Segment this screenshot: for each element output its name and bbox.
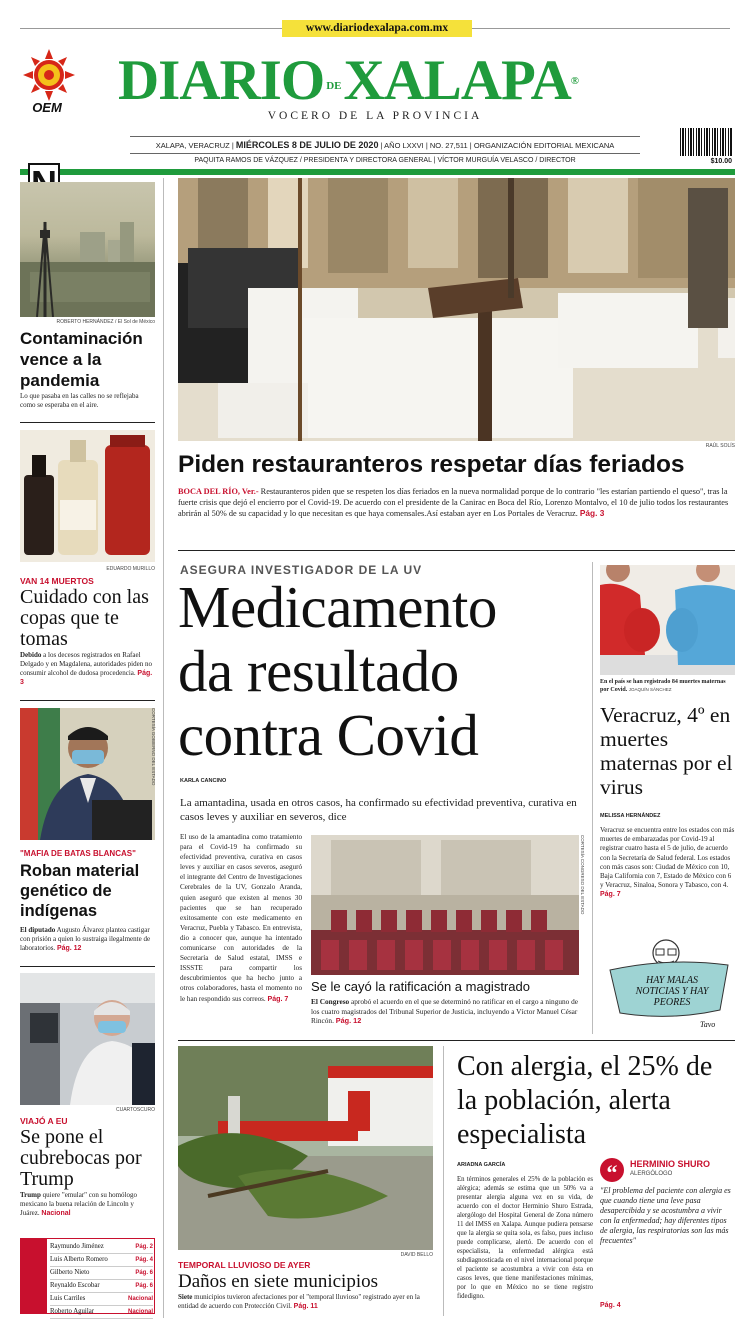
masthead-de: DE <box>326 79 342 92</box>
story3-body-lead: El diputado <box>20 926 56 934</box>
allergy-headline[interactable]: Con alergia, el 25% de la población, alerta especialista <box>457 1051 713 1150</box>
lead-headline[interactable]: Piden restauranteros respetar días feriados <box>178 451 685 478</box>
main-headline[interactable] <box>178 575 588 767</box>
index-columnist-name: Luis Alberto Romero <box>50 1256 108 1263</box>
editorial-cartoon <box>600 935 735 1035</box>
story2-body-text: a los decesos registrados en Rafael Delgado y en Magdalena, autoridades piden no consumir alcohol de dudosa procedencia. <box>20 651 152 677</box>
index-row[interactable] <box>50 1241 153 1254</box>
masthead-slogan: VOCERO DE LA PROVINCIA <box>267 110 483 122</box>
date-bar: XALAPA, VERACRUZ | MIÉRCOLES 8 DE JULIO DE 2020 | AÑO LXXVI | NO. 27,511 | ORGANIZACIÓN EDITORIAL MEXICANA <box>155 140 615 150</box>
quote-role: ALERGÓLOGO <box>630 1171 673 1177</box>
maternal-body <box>600 826 735 900</box>
masthead-xalapa: XALAPA <box>343 49 571 112</box>
maternal-caption-text: En el país se han registrado 84 muertes maternas por Covid. <box>600 679 726 693</box>
story4-body-lead: Trump <box>20 1191 41 1199</box>
columnist-index <box>20 1238 155 1314</box>
story3-kicker: "MAFIA DE BATAS BLANCAS" <box>20 849 136 858</box>
story4-body-text: quiere "emular" con su homólogo mexicano la buena relación de Lincoln y Juárez. <box>20 1191 137 1217</box>
story1-headline[interactable]: Contaminación vence a la pandemia <box>20 329 143 390</box>
main-kicker: ASEGURA INVESTIGADOR DE LA UV <box>180 563 423 577</box>
story4-body <box>20 1191 155 1218</box>
storm-body-text: municipios tuvieron afectaciones por el "temporal lluvioso" registrado ayer en la entidad de acuerdo con Protección Civil. <box>178 1293 420 1311</box>
index-columnist-name: Roberto Aguilar <box>50 1308 94 1315</box>
congress-body-lead: El Congreso <box>311 997 350 1006</box>
lead-photo-credit: RAÚL SOLÍS <box>705 443 735 449</box>
maternal-headline[interactable]: Veracruz, 4º en muertes maternas por el virus <box>600 703 733 799</box>
green-divider <box>20 169 735 175</box>
edition-number: NO. 27,511 <box>429 141 468 150</box>
congress-page[interactable]: Pág. 12 <box>335 1016 362 1026</box>
cartoon-sign-text: HAY MALAS NOTICIAS Y HAY PEORES <box>635 975 709 1008</box>
index-logo-strip <box>21 1239 47 1313</box>
main-deck: La amantadina, usada en otros casos, ha confirmado su efectividad preventiva, curativa en casos leves y auxiliar en severos, dice <box>180 797 577 823</box>
barcode <box>680 128 732 156</box>
lead-body-text: Restauranteros piden que se respeten los días feriados en la nueva normalidad porque de lo contrario "les estarían partiendo el queso", tras la fuerte crisis que dejó el encierro por el Covid-19. De acuerdo con el presidente de la Canirac en Boca del Río, Lorenzo Montalvo, el 10 de julio todos los restaurantes abrirán al 50% de su capacidad y lo que necesitan es que haya comensales.Así estaban ayer en Los Portales de Veracruz. <box>178 487 729 518</box>
dateline-location: XALAPA, VERACRUZ <box>155 141 230 150</box>
deputy-masked-photo <box>20 708 155 840</box>
story4-kicker: VIAJÓ A EU <box>20 1116 68 1126</box>
alcohol-bottles-photo <box>20 430 155 562</box>
lead-dateline: BOCA DEL RÍO, Ver.- <box>178 487 259 496</box>
allergy-body-text: En términos generales el 25% de la población es alérgica; además se estima que un 50% va a presentar alergia alguna vez en su vida, de acuerdo con el doctor Herminio Shuro Estrada, alergólogo del Hospital General de Zona número 11 del IMSS en Xalapa. Aunque pudiera pensarse que la alergia se quita sola, es falso, pues incluso puede complicarse, alertó. De acuerdo con el especialista, la enfermedad alérgica está subdiagnosticada en el nivel internacional porque el paciente se acostumbra a vivir con ésta en casos leves, que tiene manifestaciones mínimas, por lo que en México no se tiene registro fidedigno. <box>457 1176 593 1300</box>
storm-kicker: TEMPORAL LLUVIOSO DE AYER <box>178 1260 311 1270</box>
story2-credit: EDUARDO MURILLO <box>106 566 155 572</box>
story2-page[interactable]: Pág. 3 <box>20 670 153 686</box>
quote-text: "El problema del paciente con alergia es que cuando tiene una leve pasa desapercibida y se acostumbra a vivir con la enfermedad; hay diferentes tipos de alergia, las respiratorias son las más frecuentes" <box>600 1186 731 1245</box>
oem-label: OEM <box>32 100 62 115</box>
cartoon-signature: Tavo <box>700 1020 716 1029</box>
masthead-diario: DIARIO <box>118 49 325 112</box>
index-row[interactable] <box>50 1280 153 1293</box>
quote-name: HERMINIO SHURO <box>630 1159 711 1169</box>
quote-marks-icon: “ <box>600 1158 624 1182</box>
website-url[interactable]: www.diariodexalapa.com.mx <box>282 20 472 37</box>
storm-credit: DAVID BELLO <box>400 1252 433 1258</box>
story4-headline[interactable]: Se pone el cubrebocas por Trump <box>20 1126 142 1190</box>
main-body-text: El uso de la amantadina como tratamiento para el Covid-19 ha confirmado su efectividad preventiva, curativa en casos leves y auxiliar en casos severos, aseguró el integrante del Centro de Investigaciones Cerebrales de la UV, Gonzalo Aranda, quien aseguró que existen al menos 30 pacientes que se han recuperado exitosamente con este medicamento en Veracruz, Puebla y Tabasco. En entrevista, dio a conocer que, aunque ha intentado comunicarse con autoridades de la Secretaría de Salud estatal, IMSS e ISSSTE para compartir los descubrimientos que ha hecho junto a otros colaboradores, hasta el momento no le han respondido sus correos. <box>180 833 302 1003</box>
masthead-title <box>118 50 638 112</box>
fallen-tree-photo <box>178 1046 433 1250</box>
index-page: Nacional <box>127 1309 153 1315</box>
story2-headline[interactable]: Cuidado con las copas que te tomas <box>20 586 149 650</box>
index-page: Nacional <box>127 1296 153 1302</box>
maternal-page[interactable]: Pág. 7 <box>600 891 621 899</box>
allergy-body <box>457 1175 593 1301</box>
main-byline: KARLA CANCINO <box>180 778 227 784</box>
congress-body-text: aprobó el acuerdo en el que se determinó no ratificar en el cargo a ninguno de los cuatro magistrados del Tribunal Superior de Justicia, incluyendo a Víctor Manuel César Rincón. <box>311 997 578 1026</box>
main-page[interactable]: Pág. 7 <box>267 994 289 1003</box>
index-page: Pág. 4 <box>135 1257 153 1263</box>
price: $10.00 <box>710 158 732 165</box>
maternal-photo-caption <box>600 678 735 694</box>
storm-body <box>178 1293 433 1312</box>
maternal-photo-credit: JOAQUÍN SÁNCHEZ <box>628 687 672 692</box>
index-row[interactable] <box>50 1306 153 1319</box>
index-row[interactable] <box>50 1254 153 1267</box>
staff-director: VÍCTOR MURGUÍA VELASCO / DIRECTOR <box>437 157 576 164</box>
edition-year: AÑO LXXVI <box>384 141 424 150</box>
main-headline-line3: contra Covid <box>178 702 479 768</box>
index-page: Pág. 6 <box>135 1270 153 1276</box>
story3-credit: CORTESÍA GOBIERNO DEL ESTADO <box>151 708 156 786</box>
story3-headline[interactable]: Roban material genético de indígenas <box>20 862 140 920</box>
oem-sun-icon <box>20 48 78 102</box>
lead-body <box>178 487 735 520</box>
story2-body-lead: Debido <box>20 651 42 659</box>
story4-page[interactable]: Nacional <box>41 1210 71 1217</box>
smog-city-photo <box>20 182 155 317</box>
story2-kicker: VAN 14 MUERTOS <box>20 576 94 586</box>
index-columnist-name: Raymundo Jiménez <box>50 1243 104 1250</box>
story3-body-text: Augusto Álvarez plantea castigar con prisión a quien lo sustraiga ilegalmente de laboratorios. <box>20 926 151 952</box>
congress-headline[interactable]: Se le cayó la ratificación a magistrado <box>311 979 530 994</box>
staff-line: PAQUITA RAMOS DE VÁZQUEZ / PRESIDENTA Y DIRECTORA GENERAL | VÍCTOR MURGUÍA VELASCO / DIRECTOR <box>194 157 576 164</box>
index-row[interactable] <box>50 1267 153 1280</box>
congress-body <box>311 997 581 1026</box>
main-body <box>180 832 302 1004</box>
staff-president: PAQUITA RAMOS DE VÁZQUEZ / PRESIDENTA Y DIRECTORA GENERAL <box>194 157 432 164</box>
story3-body <box>20 926 155 953</box>
storm-body-lead: Siete <box>178 1293 193 1301</box>
story3-page[interactable]: Pág. 12 <box>56 945 82 952</box>
main-headline-line1: Medicamento <box>178 574 497 640</box>
masthead-registered: ® <box>570 75 578 87</box>
story1-credit: ROBERTO HERNÁNDEZ / El Sol de México <box>56 319 155 325</box>
allergy-page[interactable]: Pág. 4 <box>600 1302 621 1309</box>
story4-credit: CUARTOSCURO <box>116 1107 155 1113</box>
publisher-name: ORGANIZACIÓN EDITORIAL MEXICANA <box>473 141 615 150</box>
lead-page[interactable]: Pág. 3 <box>579 508 605 518</box>
index-columnist-name: Luis Carriles <box>50 1295 86 1302</box>
edition-date: MIÉRCOLES 8 DE JULIO DE 2020 <box>235 140 379 150</box>
main-headline-line2: da resultado <box>178 638 459 704</box>
storm-page[interactable]: Pág. 11 <box>293 1303 318 1311</box>
restaurant-terrace-photo <box>178 178 735 441</box>
storm-headline[interactable]: Daños en siete municipios <box>178 1271 378 1292</box>
maternal-byline: MELISSA HERNÁNDEZ <box>600 813 661 819</box>
allergy-quote-box <box>600 1158 735 1260</box>
index-page: Pág. 6 <box>135 1283 153 1289</box>
allergy-byline: ARIADNA GARCÍA <box>457 1162 506 1168</box>
president-plane-photo <box>20 973 155 1105</box>
index-row[interactable] <box>50 1293 153 1306</box>
index-columnist-name: Reynaldo Escobar <box>50 1282 100 1289</box>
pregnant-women-photo <box>600 565 735 675</box>
oem-logo <box>20 48 78 120</box>
story1-body: Lo que pasaba en las calles no se reflejaba como se esperaba en el aire. <box>20 392 139 409</box>
maternal-body-text: Veracruz se encuentra entre los estados con más muertes de embarazadas por Covid-19 al registrar cuatro hasta el 5 de julio, de acuerdo con la Secretaría de Salud federal. Los estados con más casos son: Ciudad de México con 10, Baja California con 7, Estado de México con 6 y Veracruz, Sinaloa, Sonora y Tabasco, con 4. <box>600 826 735 890</box>
index-columnist-name: Gilberto Nieto <box>50 1269 90 1276</box>
congress-credit: CORTESÍA CONGRESO DEL ESTADO <box>580 835 585 915</box>
index-page: Pág. 2 <box>135 1244 153 1250</box>
congress-session-photo <box>311 835 579 975</box>
story2-body <box>20 651 155 687</box>
